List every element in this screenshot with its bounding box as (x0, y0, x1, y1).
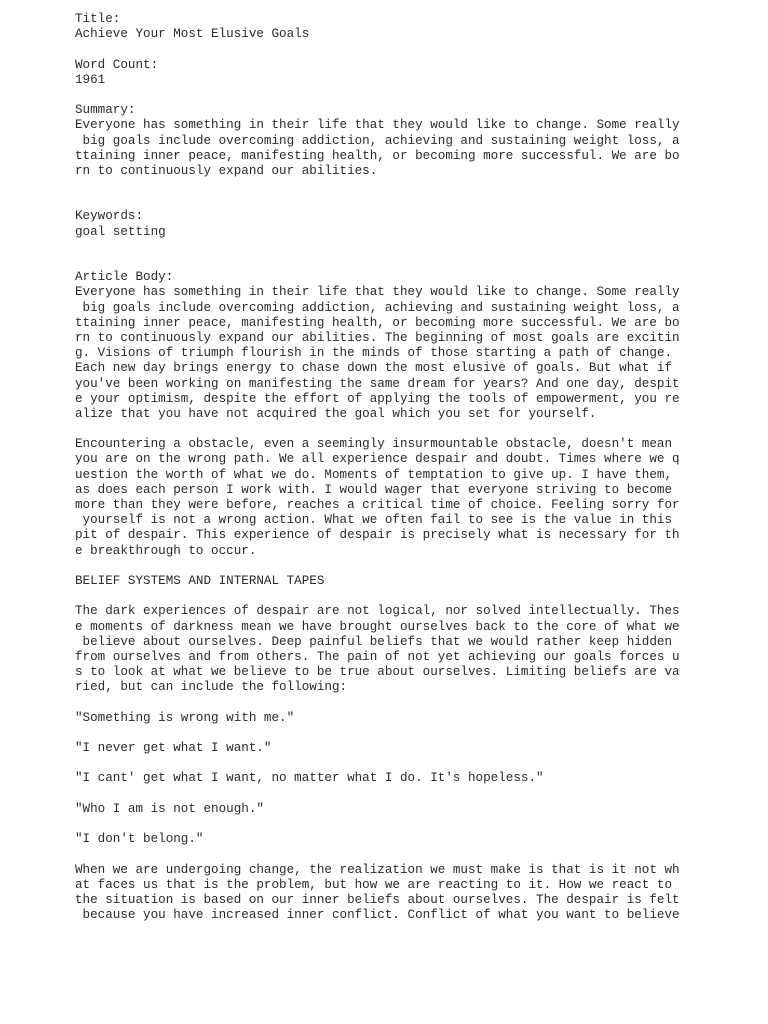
blank-line (75, 88, 695, 103)
article-text-line: from ourselves and from others. The pain of not yet achieving our goals forces u (75, 649, 680, 664)
title-label: Title: (75, 12, 121, 26)
article-text-line: as does each person I work with. I would wager that everyone striving to become (75, 482, 673, 497)
article-text-line: you are on the wrong path. We all experience despair and doubt. Times where we q (75, 452, 680, 467)
article-text-line: big goals include overcoming addiction, achieving and sustaining weight loss, a (75, 300, 680, 315)
keywords-value: goal setting (75, 224, 166, 239)
section-heading: BELIEF SYSTEMS AND INTERNAL TAPES (75, 573, 325, 588)
summary-text-line: big goals include overcoming addiction, achieving and sustaining weight loss, a (75, 133, 680, 148)
blank-line (75, 787, 695, 802)
quote-line: "Something is wrong with me." (75, 710, 295, 725)
quote-line: "Who I am is not enough." (75, 801, 264, 816)
article-text-line: uestion the worth of what we do. Moments of temptation to give up. I have them, (75, 467, 673, 482)
article-text-line: you've been working on manifesting the same dream for years? And one day, despit (75, 376, 680, 391)
article-text-line: e breakthrough to occur. (75, 543, 257, 558)
article-text-line: alize that you have not acquired the goal which you set for yourself. (75, 406, 597, 421)
article-text-line: more than they were before, reaches a critical time of choice. Feeling sorry for (75, 498, 680, 512)
blank-line (75, 255, 695, 270)
article-text-line: yourself is not a wrong action. What we often fail to see is the value in this (75, 513, 673, 528)
blank-line (75, 422, 695, 437)
document-body (75, 12, 695, 923)
article-text-line: ttaining inner peace, manifesting health, or becoming more successful. We are bo (75, 315, 680, 330)
blank-line (75, 194, 695, 209)
summary-text-line: rn to continuously expand our abilities. (75, 163, 378, 178)
quote-line: "I never get what I want." (75, 741, 272, 755)
article-text-line: at faces us that is the problem, but how we are reacting to it. How we react to (75, 877, 673, 892)
quote-line: "I cant' get what I want, no matter what I do. It's hopeless." (75, 771, 544, 786)
article-text-line: pit of despair. This experience of despair is precisely what is necessary for th (75, 528, 680, 543)
article-body-label: Article Body: (75, 270, 174, 285)
blank-line (75, 559, 695, 574)
summary-text-line: Everyone has something in their life that they would like to change. Some really (75, 118, 680, 133)
title-value: Achieve Your Most Elusive Goals (75, 27, 310, 42)
blank-line (75, 756, 695, 771)
summary-text-line: ttaining inner peace, manifesting health, or becoming more successful. We are bo (75, 148, 680, 163)
quote-line: "I don't belong." (75, 832, 204, 847)
word-count-value: 1961 (75, 72, 106, 87)
article-text-line: g. Visions of triumph flourish in the minds of those starting a path of change. (75, 346, 673, 361)
article-text-line: e your optimism, despite the effort of applying the tools of empowerment, you re (75, 391, 680, 406)
blank-line (75, 817, 695, 832)
article-text-line: When we are undergoing change, the realization we must make is that is it not wh (75, 862, 680, 877)
article-text-line: Everyone has something in their life that they would like to change. Some really (75, 285, 680, 300)
article-text-line: the situation is based on our inner beliefs about ourselves. The despair is felt (75, 892, 680, 907)
article-text-line: e moments of darkness mean we have brought ourselves back to the core of what we (75, 619, 680, 634)
blank-line (75, 42, 695, 57)
article-text-line: Each new day brings energy to chase down the most elusive of goals. But what if (75, 361, 673, 376)
blank-line (75, 589, 695, 604)
blank-line (75, 726, 695, 741)
article-text-line: because you have increased inner conflict. Conflict of what you want to believe (75, 908, 680, 923)
blank-line (75, 240, 695, 255)
article-text-line: believe about ourselves. Deep painful beliefs that we would rather keep hidden (75, 634, 673, 649)
blank-line (75, 847, 695, 862)
article-text-line: rn to continuously expand our abilities. The beginning of most goals are excitin (75, 330, 680, 345)
blank-line (75, 695, 695, 710)
word-count-label: Word Count: (75, 57, 159, 72)
keywords-label: Keywords: (75, 209, 144, 224)
article-text-line: The dark experiences of despair are not logical, nor solved intellectually. Thes (75, 604, 680, 619)
blank-line (75, 179, 695, 194)
article-text-line: ried, but can include the following: (75, 680, 348, 695)
article-text-line: Encountering a obstacle, even a seemingly insurmountable obstacle, doesn't mean (75, 437, 673, 452)
summary-label: Summary: (75, 103, 136, 118)
article-text-line: s to look at what we believe to be true about ourselves. Limiting beliefs are va (75, 665, 680, 680)
